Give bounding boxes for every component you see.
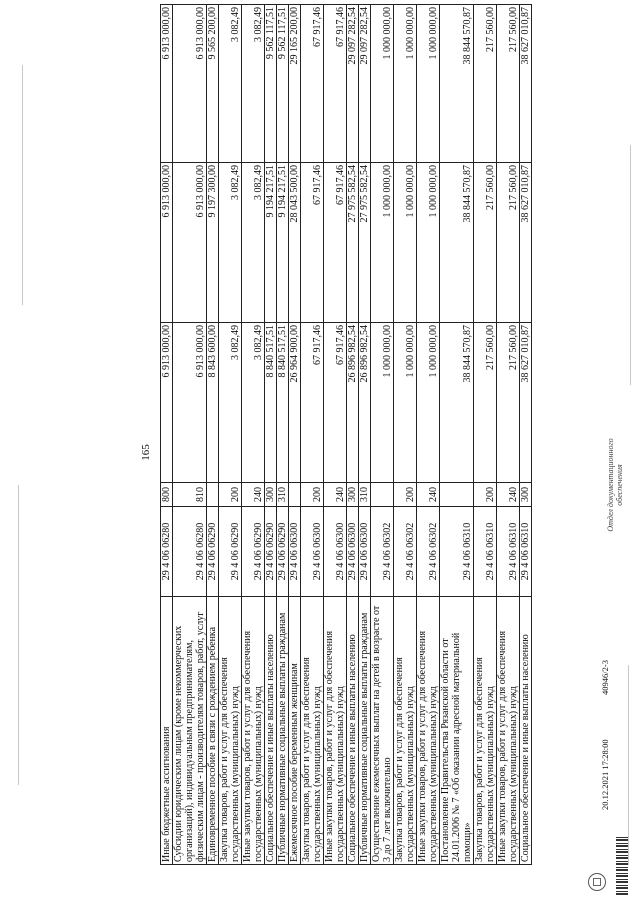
row-name-line: Ежемесячное пособие беременным женщинам [289,663,300,862]
row-name-line: государственных (муниципальных) нужд [312,686,323,862]
amount-2022-cell: 3 082,49 [219,323,242,483]
row-name-line: Субсидии юридическим лицам (кроме некоммерческих [173,625,184,862]
table-row [371,5,394,865]
expense-type-cell: 200 [474,483,497,507]
table-row [265,5,277,865]
amount-2023-cell: 1 000 000,00 [417,163,440,323]
table-row [301,5,324,865]
row-name-cell [207,597,219,865]
row-name-line: Социальное обеспечение и иные выплаты населению [347,634,358,862]
amount-2024-cell: 67 917,46 [324,5,347,163]
amount-2024-cell: 9 562 117,51 [277,5,289,163]
table-row [417,5,440,865]
amount-2022-cell: 26 964 900,00 [289,323,301,483]
amount-2023-cell: 1 000 000,00 [394,163,417,323]
expense-type-cell: 800 [161,483,173,507]
table-row [242,5,265,865]
target-code-cell: 29 4 06 06280 [161,507,173,597]
amount-2023-cell: 9 194 217,51 [265,163,277,323]
amount-2024-cell: 3 082,49 [242,5,265,163]
row-name-line: Осуществление ежемесячных выплат на детей в возрасте от [371,605,382,862]
amount-2024-cell: 217 560,00 [474,5,497,163]
amount-2022-cell: 26 896 982,54 [359,323,371,483]
table-row [520,5,532,865]
expense-type-cell: 200 [219,483,242,507]
row-name-line: государственных (муниципальных) нужд [485,686,496,862]
target-code-cell: 29 4 06 06310 [474,507,497,597]
amount-2023-cell: 27 975 582,54 [359,163,371,323]
target-code-cell: 29 4 06 06302 [394,507,417,597]
row-name-line: Иные закупки товаров, работ и услуг для обеспечения [324,630,335,862]
expense-type-cell: 240 [417,483,440,507]
budget-table [160,4,532,865]
amount-2024-cell: 6 913 000,00 [173,5,207,163]
amount-2023-cell: 217 560,00 [474,163,497,323]
target-code-cell: 29 4 06 06310 [520,507,532,597]
row-name-cell [324,597,347,865]
amount-2023-cell: 67 917,46 [301,163,324,323]
row-name-cell [277,597,289,865]
row-name-line: Иные закупки товаров, работ и услуг для обеспечения [242,630,253,862]
amount-2022-cell: 67 917,46 [324,323,347,483]
row-name-cell [301,597,324,865]
amount-2023-cell: 9 197 300,00 [207,163,219,323]
amount-2023-cell: 28 043 500,00 [289,163,301,323]
row-name-line: государственных (муниципальных) нужд [253,686,264,862]
target-code-cell: 29 4 06 06310 [497,507,520,597]
stamp-line-1: Отдел документационного [606,438,615,532]
table-row [474,5,497,865]
amount-2023-cell: 27 975 582,54 [347,163,359,323]
target-code-cell: 29 4 06 06290 [207,507,219,597]
expense-type-cell [440,483,474,507]
expense-type-cell: 240 [324,483,347,507]
row-name-cell [265,597,277,865]
print-date: 20.12.2021 17:28:00 [600,739,610,810]
table-body [161,5,532,865]
row-name-cell [497,597,520,865]
scan-artifact-line [18,485,19,785]
expense-type-cell: 300 [265,483,277,507]
expense-type-cell: 310 [277,483,289,507]
table-row [359,5,371,865]
row-name-cell [359,597,371,865]
amount-2022-cell: 6 913 000,00 [161,323,173,483]
document-number: 40946/2-3 [600,660,610,695]
amount-2022-cell: 38 627 010,87 [520,323,532,483]
row-name-line: Социальное обеспечение и иные выплаты населению [265,634,276,862]
barcode-icon [616,835,628,895]
amount-2024-cell: 29 097 282,54 [347,5,359,163]
expense-type-cell [289,483,301,507]
row-name-line: Социальное обеспечение и иные выплаты населению [520,634,531,862]
amount-2024-cell: 217 560,00 [497,5,520,163]
amount-2024-cell: 38 627 010,87 [520,5,532,163]
target-code-cell: 29 4 06 06290 [265,507,277,597]
row-name-line: Постановление Правительства Рязанской области от [440,638,451,862]
row-name-line: Закупка товаров, работ и услуг для обеспечения [219,657,230,862]
row-name-line: государственных (муниципальных) нужд [428,686,439,862]
amount-2023-cell: 6 913 000,00 [161,163,173,323]
amount-2024-cell: 9 565 200,00 [207,5,219,163]
amount-2024-cell: 6 913 000,00 [161,5,173,163]
scan-artifact-line [22,65,23,305]
row-name-cell [242,597,265,865]
amount-2022-cell: 26 896 982,54 [347,323,359,483]
target-code-cell: 29 4 06 06302 [371,507,394,597]
row-name-line: Иные закупки товаров, работ и услуг для обеспечения [417,630,428,862]
expense-type-cell: 200 [301,483,324,507]
target-code-cell: 29 4 06 06300 [359,507,371,597]
row-name-line: Закупка товаров, работ и услуг для обеспечения [301,657,312,862]
expense-type-cell: 200 [394,483,417,507]
row-name-cell [417,597,440,865]
row-name-line: Иные бюджетные ассигнования [161,726,172,862]
amount-2022-cell: 1 000 000,00 [371,323,394,483]
amount-2022-cell: 38 844 570,87 [440,323,474,483]
amount-2022-cell: 1 000 000,00 [417,323,440,483]
table-row [497,5,520,865]
amount-2024-cell: 1 000 000,00 [417,5,440,163]
page-number: 165 [140,444,152,461]
expense-type-cell: 810 [173,483,207,507]
target-code-cell: 29 4 06 06300 [289,507,301,597]
target-code-cell: 29 4 06 06310 [440,507,474,597]
target-code-cell: 29 4 06 06280 [173,507,207,597]
amount-2024-cell: 67 917,46 [301,5,324,163]
amount-2023-cell: 6 913 000,00 [173,163,207,323]
department-stamp [606,405,624,565]
amount-2023-cell: 67 917,46 [324,163,347,323]
table-row [324,5,347,865]
row-name-cell [394,597,417,865]
amount-2024-cell: 29 097 282,54 [359,5,371,163]
row-name-line: Иные закупки товаров, работ и услуг для обеспечения [497,630,508,862]
expense-type-cell: 240 [497,483,520,507]
expense-type-cell: 300 [520,483,532,507]
row-name-line: помощи» [462,822,473,862]
amount-2022-cell: 8 843 600,00 [207,323,219,483]
amount-2024-cell: 3 082,49 [219,5,242,163]
amount-2024-cell: 38 844 570,87 [440,5,474,163]
scan-artifact-line [628,665,629,865]
table-row [219,5,242,865]
target-code-cell: 29 4 06 06302 [417,507,440,597]
target-code-cell: 29 4 06 06290 [242,507,265,597]
row-name-cell [173,597,207,865]
amount-2024-cell: 1 000 000,00 [371,5,394,163]
amount-2024-cell: 29 165 200,00 [289,5,301,163]
target-code-cell: 29 4 06 06300 [301,507,324,597]
table-row [347,5,359,865]
table-row [289,5,301,865]
target-code-cell: 29 4 06 06300 [324,507,347,597]
row-name-cell [289,597,301,865]
amount-2023-cell: 1 000 000,00 [371,163,394,323]
amount-2022-cell: 6 913 000,00 [173,323,207,483]
amount-2022-cell: 217 560,00 [497,323,520,483]
stamp-line-2: обеспечения [615,464,624,506]
row-name-cell [347,597,359,865]
amount-2022-cell: 1 000 000,00 [394,323,417,483]
amount-2022-cell: 8 840 517,51 [265,323,277,483]
expense-type-cell: 300 [347,483,359,507]
table-row [161,5,173,865]
row-name-line: физическим лицам - производителям товаров, работ, услуг [195,611,206,862]
expense-type-cell [207,483,219,507]
row-name-cell [520,597,532,865]
row-name-line: организаций), индивидуальным предпринимателям, [184,640,195,862]
seal-icon [588,873,606,891]
row-name-line: 3 до 7 лет включительно [382,757,393,862]
expense-type-cell: 240 [242,483,265,507]
scan-artifact-line [630,145,631,385]
table-row [277,5,289,865]
amount-2023-cell: 38 844 570,87 [440,163,474,323]
row-name-line: Закупка товаров, работ и услуг для обеспечения [474,657,485,862]
amount-2023-cell: 3 082,49 [219,163,242,323]
amount-2023-cell: 38 627 010,87 [520,163,532,323]
table-row [173,5,207,865]
expense-type-cell [371,483,394,507]
target-code-cell: 29 4 06 06300 [347,507,359,597]
amount-2023-cell: 3 082,49 [242,163,265,323]
row-name-line: государственных (муниципальных) нужд [508,686,519,862]
row-name-line: государственных (муниципальных) нужд [335,686,346,862]
table-row [207,5,219,865]
row-name-line: Закупка товаров, работ и услуг для обеспечения [394,657,405,862]
expense-type-cell: 310 [359,483,371,507]
row-name-cell [440,597,474,865]
row-name-line: государственных (муниципальных) нужд [230,686,241,862]
row-name-cell [474,597,497,865]
table-row [394,5,417,865]
row-name-cell [371,597,394,865]
amount-2022-cell: 3 082,49 [242,323,265,483]
amount-2023-cell: 9 194 217,51 [277,163,289,323]
row-name-line: Единовременное пособие в связи с рождением ребенка [207,626,218,862]
row-name-line: Публичные нормативные социальные выплаты гражданам [359,612,370,862]
amount-2022-cell: 8 840 517,51 [277,323,289,483]
amount-2024-cell: 9 562 117,51 [265,5,277,163]
row-name-line: государственных (муниципальных) нужд [405,686,416,862]
table-row [440,5,474,865]
amount-2024-cell: 1 000 000,00 [394,5,417,163]
amount-2023-cell: 217 560,00 [497,163,520,323]
target-code-cell: 29 4 06 06290 [277,507,289,597]
row-name-line: 24.01.2006 № 7 «Об оказании адресной материальной [451,632,462,862]
target-code-cell: 29 4 06 06290 [219,507,242,597]
amount-2022-cell: 67 917,46 [301,323,324,483]
row-name-cell [161,597,173,865]
row-name-cell [219,597,242,865]
row-name-line: Публичные нормативные социальные выплаты гражданам [277,612,288,862]
amount-2022-cell: 217 560,00 [474,323,497,483]
